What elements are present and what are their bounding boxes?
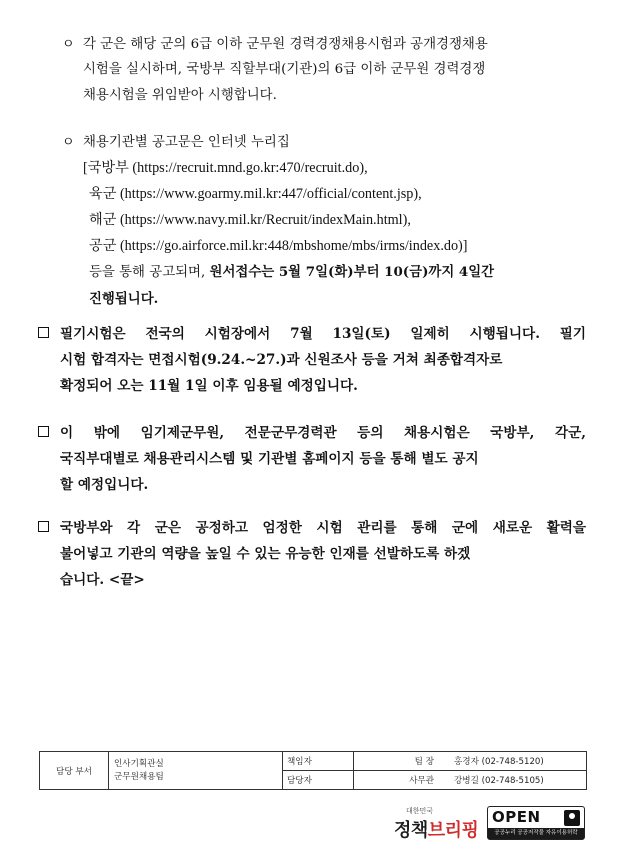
url-mnd[interactable]: [국방부 (https://recruit.mnd.go.kr:470/recruit.do), (83, 160, 368, 176)
section-text: 각 군은 해당 군의 6급 이하 군무원 경력경쟁채용시험과 공개경쟁채용 (83, 37, 488, 52)
application-period: 원서접수는 5월 7일(화)부터 10(금)까지 4일간 (209, 264, 495, 280)
contact-table (39, 751, 587, 790)
section-line (62, 33, 602, 57)
dept-label: 담당 부서 (40, 752, 109, 790)
url-army[interactable]: 육군 (https://www.goarmy.mil.kr:447/official/content.jsp), (89, 186, 422, 202)
closing-plain: 등을 통해 공고되며, (89, 265, 210, 280)
open-license-caption: 공공누리 공공저작물 자유이용허락 (488, 828, 584, 839)
contact-role: 책임자 (283, 752, 354, 771)
box-line (38, 515, 586, 541)
contact-role: 담당자 (283, 771, 354, 790)
box-text: 이 밖에 임기제군무원, 전문군무경력관 등의 채용시험은 국방부, 각군, (60, 425, 586, 441)
square-bullet-icon (38, 426, 49, 437)
contact-person: 홍경자 (02-748-5120) (446, 752, 587, 771)
table-row (40, 752, 587, 771)
section-written-exam (38, 321, 586, 399)
open-license-badge (487, 806, 585, 840)
open-word: OPEN (492, 808, 541, 826)
circle-bullet-icon: ㅇ (62, 135, 75, 150)
square-bullet-icon (38, 521, 49, 532)
section-text: 시험을 실시하며, 국방부 직할부대(기관)의 6급 이하 군무원 경력경쟁 (83, 62, 486, 77)
box-text: 습니다. <끝> (60, 572, 145, 588)
url-airforce[interactable]: 공군 (https://go.airforce.mil.kr:448/mbshome/mbs/irms/index.do)] (89, 238, 468, 254)
section-closing-statement (38, 515, 586, 593)
box-text: 국직부대별로 채용관리시스템 및 기관별 홈페이지 등을 통해 별도 공지 (60, 451, 479, 467)
contact-title: 사무관 (354, 771, 447, 790)
contact-person: 강병길 (02-748-5105) (446, 771, 587, 790)
person-license-icon (564, 810, 580, 826)
dept-unit (109, 752, 283, 790)
brand-word-1: 정책 (394, 820, 428, 841)
url-list (62, 155, 602, 312)
section-text: 채용기관별 공고문은 인터넷 누리집 (83, 135, 290, 150)
box-text: 시험 합격자는 면접시험(9.24.~27.)과 신원조사 등을 거쳐 최종합격자로 (60, 352, 503, 368)
circle-bullet-icon: ㅇ (62, 37, 75, 52)
brand-word-2: 브리핑 (427, 820, 479, 841)
square-bullet-icon (38, 327, 49, 338)
dept-unit-line: 인사기획관실 (114, 758, 164, 769)
box-text: 확정되어 오는 11월 1일 이후 임용될 예정입니다. (60, 378, 358, 394)
section-recruitment-scope (62, 33, 602, 109)
section-line (62, 131, 602, 155)
box-text: 국방부와 각 군은 공정하고 엄정한 시험 관리를 통해 군에 새로운 활력을 (60, 520, 586, 536)
policy-briefing-logo (394, 806, 480, 848)
contact-title: 팀 장 (354, 752, 447, 771)
section-text: 채용시험을 위임받아 시행합니다. (83, 88, 277, 103)
brand-small-text: 대한민국 (406, 807, 434, 815)
announcement-closing (83, 259, 602, 286)
section-other-exams (38, 420, 586, 498)
section-announcement-links (62, 131, 602, 312)
box-line (38, 321, 586, 347)
box-text: 불어넣고 기관의 역량을 높일 수 있는 유능한 인재를 선발하도록 하겠 (60, 546, 471, 562)
box-text: 할 예정입니다. (60, 477, 149, 493)
url-navy[interactable]: 해군 (https://www.navy.mil.kr/Recruit/indexMain.html), (89, 212, 411, 228)
brand-big-text (394, 816, 478, 842)
box-text: 필기시험은 전국의 시험장에서 7월 13일(토) 일제히 시행됩니다. 필기 (60, 326, 586, 342)
box-line (38, 420, 586, 446)
application-period-end: 진행됩니다. (89, 291, 159, 307)
dept-unit-line: 군무원채용팀 (114, 771, 164, 782)
